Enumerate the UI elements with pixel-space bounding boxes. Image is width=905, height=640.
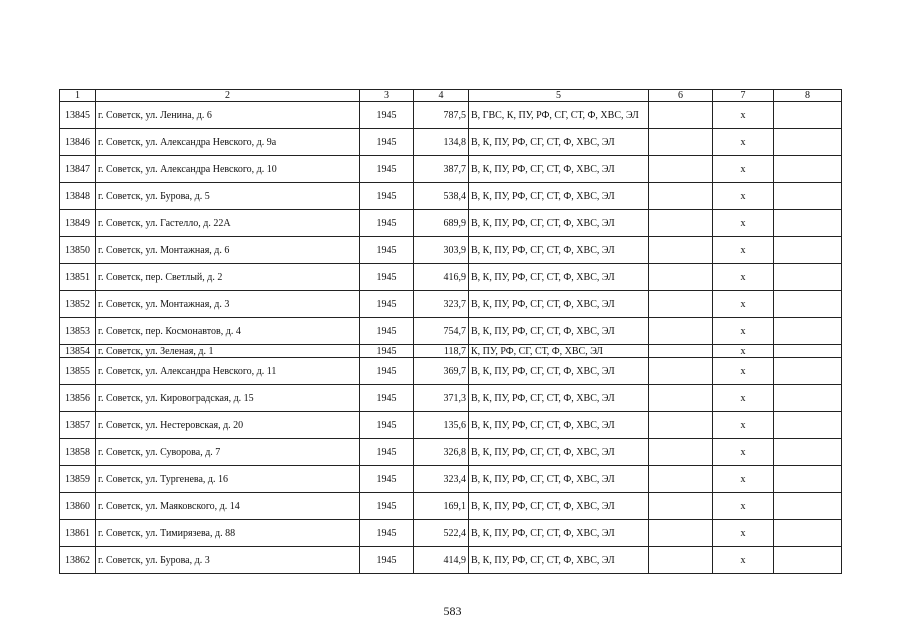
col6-cell: [649, 156, 713, 183]
year-cell: 1945: [360, 210, 414, 237]
page-number: 583: [443, 604, 462, 618]
area-cell: 169,1: [414, 493, 469, 520]
header-cell: 4: [414, 90, 469, 102]
year-cell: 1945: [360, 547, 414, 574]
col6-cell: [649, 129, 713, 156]
table-row: [60, 493, 842, 520]
row-number: 13851: [60, 264, 96, 291]
year-cell: 1945: [360, 318, 414, 345]
col6-cell: [649, 345, 713, 358]
col6-cell: [649, 466, 713, 493]
area-cell: 416,9: [414, 264, 469, 291]
area-cell: 787,5: [414, 102, 469, 129]
col7-cell: x: [713, 412, 774, 439]
services-cell: В, К, ПУ, РФ, СГ, СТ, Ф, ХВС, ЭЛ: [469, 183, 649, 210]
col7-cell: x: [713, 547, 774, 574]
col8-cell: [774, 345, 842, 358]
address-cell: г. Советск, ул. Бурова, д. 3: [96, 547, 360, 574]
services-cell: В, ГВС, К, ПУ, РФ, СГ, СТ, Ф, ХВС, ЭЛ: [469, 102, 649, 129]
row-number: 13857: [60, 412, 96, 439]
table-row: [60, 291, 842, 318]
col7-cell: x: [713, 156, 774, 183]
services-cell: В, К, ПУ, РФ, СГ, СТ, Ф, ХВС, ЭЛ: [469, 466, 649, 493]
col7-cell: x: [713, 318, 774, 345]
services-cell: В, К, ПУ, РФ, СГ, СТ, Ф, ХВС, ЭЛ: [469, 291, 649, 318]
table-row: [60, 237, 842, 264]
table-row: [60, 385, 842, 412]
col8-cell: [774, 493, 842, 520]
header-row: [60, 90, 842, 102]
services-cell: В, К, ПУ, РФ, СГ, СТ, Ф, ХВС, ЭЛ: [469, 318, 649, 345]
col6-cell: [649, 493, 713, 520]
area-cell: 303,9: [414, 237, 469, 264]
row-number: 13848: [60, 183, 96, 210]
address-cell: г. Советск, ул. Тимирязева, д. 88: [96, 520, 360, 547]
col7-cell: x: [713, 466, 774, 493]
address-cell: г. Советск, пер. Светлый, д. 2: [96, 264, 360, 291]
col6-cell: [649, 547, 713, 574]
services-cell: В, К, ПУ, РФ, СГ, СТ, Ф, ХВС, ЭЛ: [469, 156, 649, 183]
address-cell: г. Советск, ул. Ленина, д. 6: [96, 102, 360, 129]
col8-cell: [774, 412, 842, 439]
col8-cell: [774, 264, 842, 291]
area-cell: 134,8: [414, 129, 469, 156]
services-cell: В, К, ПУ, РФ, СГ, СТ, Ф, ХВС, ЭЛ: [469, 129, 649, 156]
header-cell: 2: [96, 90, 360, 102]
col6-cell: [649, 318, 713, 345]
address-cell: г. Советск, ул. Монтажная, д. 6: [96, 237, 360, 264]
year-cell: 1945: [360, 156, 414, 183]
year-cell: 1945: [360, 439, 414, 466]
year-cell: 1945: [360, 412, 414, 439]
table-row: [60, 318, 842, 345]
address-cell: г. Советск, ул. Александра Невского, д. 10: [96, 156, 360, 183]
area-cell: 323,7: [414, 291, 469, 318]
col7-cell: x: [713, 129, 774, 156]
table-row: [60, 102, 842, 129]
col6-cell: [649, 358, 713, 385]
col7-cell: x: [713, 493, 774, 520]
col8-cell: [774, 291, 842, 318]
services-cell: К, ПУ, РФ, СГ, СТ, Ф, ХВС, ЭЛ: [469, 345, 649, 358]
col6-cell: [649, 412, 713, 439]
col6-cell: [649, 385, 713, 412]
col8-cell: [774, 237, 842, 264]
col7-cell: x: [713, 345, 774, 358]
col7-cell: x: [713, 183, 774, 210]
col8-cell: [774, 385, 842, 412]
row-number: 13860: [60, 493, 96, 520]
services-cell: В, К, ПУ, РФ, СГ, СТ, Ф, ХВС, ЭЛ: [469, 412, 649, 439]
year-cell: 1945: [360, 520, 414, 547]
address-cell: г. Советск, ул. Гастелло, д. 22А: [96, 210, 360, 237]
area-cell: 689,9: [414, 210, 469, 237]
col7-cell: x: [713, 358, 774, 385]
services-cell: В, К, ПУ, РФ, СГ, СТ, Ф, ХВС, ЭЛ: [469, 264, 649, 291]
row-number: 13849: [60, 210, 96, 237]
address-cell: г. Советск, ул. Александра Невского, д. 9а: [96, 129, 360, 156]
col8-cell: [774, 129, 842, 156]
table-row: [60, 439, 842, 466]
services-cell: В, К, ПУ, РФ, СГ, СТ, Ф, ХВС, ЭЛ: [469, 493, 649, 520]
area-cell: 326,8: [414, 439, 469, 466]
area-cell: 754,7: [414, 318, 469, 345]
col6-cell: [649, 439, 713, 466]
year-cell: 1945: [360, 291, 414, 318]
col7-cell: x: [713, 439, 774, 466]
col8-cell: [774, 102, 842, 129]
col8-cell: [774, 439, 842, 466]
area-cell: 387,7: [414, 156, 469, 183]
col7-cell: x: [713, 385, 774, 412]
col6-cell: [649, 291, 713, 318]
col8-cell: [774, 547, 842, 574]
header-cell: 8: [774, 90, 842, 102]
area-cell: 414,9: [414, 547, 469, 574]
table-row: [60, 183, 842, 210]
row-number: 13854: [60, 345, 96, 358]
col7-cell: x: [713, 291, 774, 318]
col8-cell: [774, 156, 842, 183]
col7-cell: x: [713, 102, 774, 129]
row-number: 13859: [60, 466, 96, 493]
col8-cell: [774, 183, 842, 210]
col6-cell: [649, 102, 713, 129]
services-cell: В, К, ПУ, РФ, СГ, СТ, Ф, ХВС, ЭЛ: [469, 237, 649, 264]
col6-cell: [649, 183, 713, 210]
register-table: [59, 89, 842, 574]
services-cell: В, К, ПУ, РФ, СГ, СТ, Ф, ХВС, ЭЛ: [469, 547, 649, 574]
address-cell: г. Советск, ул. Маяковского, д. 14: [96, 493, 360, 520]
year-cell: 1945: [360, 129, 414, 156]
table-row: [60, 466, 842, 493]
area-cell: 135,6: [414, 412, 469, 439]
header-cell: 3: [360, 90, 414, 102]
header-cell: 5: [469, 90, 649, 102]
col7-cell: x: [713, 237, 774, 264]
area-cell: 538,4: [414, 183, 469, 210]
address-cell: г. Советск, ул. Бурова, д. 5: [96, 183, 360, 210]
services-cell: В, К, ПУ, РФ, СГ, СТ, Ф, ХВС, ЭЛ: [469, 439, 649, 466]
row-number: 13845: [60, 102, 96, 129]
row-number: 13852: [60, 291, 96, 318]
year-cell: 1945: [360, 493, 414, 520]
col6-cell: [649, 264, 713, 291]
address-cell: г. Советск, ул. Тургенева, д. 16: [96, 466, 360, 493]
area-cell: 118,7: [414, 345, 469, 358]
services-cell: В, К, ПУ, РФ, СГ, СТ, Ф, ХВС, ЭЛ: [469, 520, 649, 547]
table-row: [60, 210, 842, 237]
row-number: 13850: [60, 237, 96, 264]
col8-cell: [774, 520, 842, 547]
col6-cell: [649, 210, 713, 237]
table-row: [60, 156, 842, 183]
table-row: [60, 345, 842, 358]
row-number: 13847: [60, 156, 96, 183]
table-row: [60, 264, 842, 291]
header-cell: 6: [649, 90, 713, 102]
table-row: [60, 547, 842, 574]
table-row: [60, 129, 842, 156]
col8-cell: [774, 318, 842, 345]
row-number: 13862: [60, 547, 96, 574]
address-cell: г. Советск, ул. Суворова, д. 7: [96, 439, 360, 466]
address-cell: г. Советск, ул. Нестеровская, д. 20: [96, 412, 360, 439]
col7-cell: x: [713, 264, 774, 291]
header-cell: 1: [60, 90, 96, 102]
col7-cell: x: [713, 520, 774, 547]
table-row: [60, 358, 842, 385]
area-cell: 369,7: [414, 358, 469, 385]
col8-cell: [774, 466, 842, 493]
address-cell: г. Советск, ул. Кировоградская, д. 15: [96, 385, 360, 412]
col7-cell: x: [713, 210, 774, 237]
address-cell: г. Советск, ул. Зеленая, д. 1: [96, 345, 360, 358]
services-cell: В, К, ПУ, РФ, СГ, СТ, Ф, ХВС, ЭЛ: [469, 358, 649, 385]
table-row: [60, 520, 842, 547]
area-cell: 323,4: [414, 466, 469, 493]
area-cell: 371,3: [414, 385, 469, 412]
row-number: 13856: [60, 385, 96, 412]
services-cell: В, К, ПУ, РФ, СГ, СТ, Ф, ХВС, ЭЛ: [469, 210, 649, 237]
area-cell: 522,4: [414, 520, 469, 547]
address-cell: г. Советск, ул. Александра Невского, д. 11: [96, 358, 360, 385]
year-cell: 1945: [360, 102, 414, 129]
address-cell: г. Советск, ул. Монтажная, д. 3: [96, 291, 360, 318]
year-cell: 1945: [360, 466, 414, 493]
year-cell: 1945: [360, 385, 414, 412]
year-cell: 1945: [360, 237, 414, 264]
year-cell: 1945: [360, 358, 414, 385]
row-number: 13855: [60, 358, 96, 385]
col8-cell: [774, 210, 842, 237]
col6-cell: [649, 520, 713, 547]
year-cell: 1945: [360, 345, 414, 358]
col8-cell: [774, 358, 842, 385]
address-cell: г. Советск, пер. Космонавтов, д. 4: [96, 318, 360, 345]
year-cell: 1945: [360, 183, 414, 210]
row-number: 13846: [60, 129, 96, 156]
year-cell: 1945: [360, 264, 414, 291]
services-cell: В, К, ПУ, РФ, СГ, СТ, Ф, ХВС, ЭЛ: [469, 385, 649, 412]
col6-cell: [649, 237, 713, 264]
row-number: 13853: [60, 318, 96, 345]
header-cell: 7: [713, 90, 774, 102]
row-number: 13861: [60, 520, 96, 547]
table-row: [60, 412, 842, 439]
row-number: 13858: [60, 439, 96, 466]
